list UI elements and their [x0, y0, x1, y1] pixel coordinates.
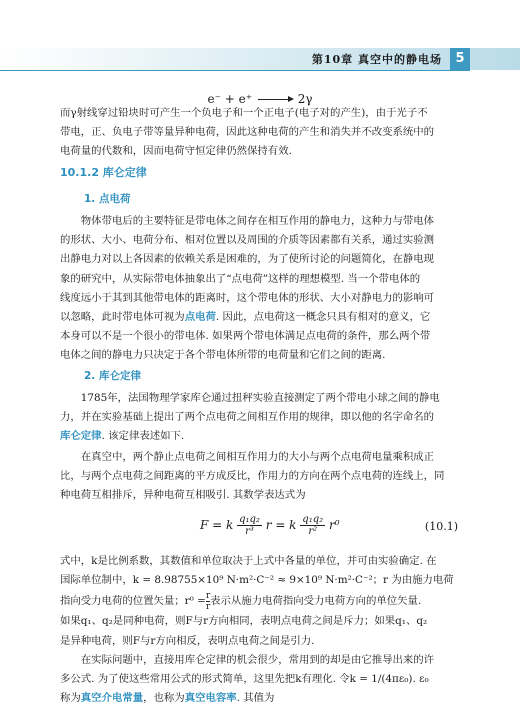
eq-fraction-2 — [300, 514, 325, 537]
text-line — [60, 427, 460, 446]
text-line: 比，与两个点电荷之间距离的平方成反比，作用力的方向在两个点电荷的连线上，同 — [60, 470, 445, 483]
text-line: 电体之间的静电力只决定于各个带电体所带的电荷量和它们之间的距离. — [60, 349, 386, 362]
reaction-right: 2γ — [297, 92, 313, 106]
text-line: 本身可以不是一个很小的带电体. 如果两个带电体满足点电荷的条件，那么两个带 — [60, 330, 431, 343]
paragraph-coulomb-history — [60, 389, 460, 447]
text-line: 是异种电荷，则F与r方向相反，表明点电荷之间是引力. — [60, 634, 315, 647]
chapter-title: 第10章 真空中的静电场 — [311, 53, 442, 66]
eq-tail: r⁰ — [328, 518, 340, 532]
text-line: 带电，正、负电子带等量异种电荷，因此这种电荷的产生和消失并不改变系统中的 — [60, 126, 435, 139]
eq-frac1-num: q₁q₂ — [239, 514, 260, 525]
text-run: 指向受力电荷的位置矢量；r⁰ = — [60, 595, 206, 608]
text-line: 出静电力对以上各因素的依赖关系是困难的，为了使所讨论的问题简化，在静电现 — [60, 253, 435, 266]
text-line: 象的研究中，从实际带电体抽象出了“点电荷”这样的理想模型. 当一个带电体的 — [60, 272, 421, 285]
paragraph-pair-annihilation — [60, 104, 460, 162]
text-line — [60, 590, 460, 612]
text-line: 如果q₁、q₂是同种电荷，则F与r方向相同，表明点电荷之间是斥力；如果q₁、q₂ — [60, 615, 428, 628]
text-run: . 该定律表述如下. — [101, 430, 185, 443]
paragraph-coulomb-constant — [60, 552, 460, 651]
text-line: 多公式. 为了使这些常用公式的形式简单，这里先把k有理化. 令k = 1/(4πε₀). ε₀ — [60, 673, 429, 686]
unit-vec-den: r — [205, 601, 211, 612]
text-line: 1785年，法国物理学家库仑通过扭秤实验直接测定了两个带电小球之间的静电 — [80, 392, 440, 404]
text-run: ，也称为 — [143, 692, 185, 705]
unit-vec-num: r — [205, 590, 211, 601]
text-run: 以忽略，此时带电体可视为 — [60, 311, 185, 324]
arrow-icon — [258, 99, 292, 100]
text-line: 线度远小于其到其他带电体的距离时，这个带电体的形状、大小对静电力的影响可 — [60, 291, 435, 304]
eq-frac2-den: r² — [308, 526, 318, 537]
text-line: 式中，k是比例系数，其数值和单位取决于上式中各量的单位，并可由实验确定. 在 — [60, 555, 437, 567]
text-run: 称为 — [60, 692, 81, 705]
eq-frac2-num: q₁q₂ — [302, 514, 324, 525]
page-header — [0, 48, 520, 70]
subsection-point-charge: 1. 点电荷 — [84, 193, 131, 205]
term-vacuum-capacitivity: 真空电容率 — [184, 692, 237, 705]
text-line: 力，并在实验基础上提出了两个点电荷之间相互作用的规律，即以他的名字命名的 — [60, 411, 435, 424]
eq-fraction-1 — [237, 514, 262, 537]
text-run: . 其值为 — [236, 692, 275, 705]
reaction-left: e⁻ + e⁺ — [207, 92, 253, 106]
page-number: 5 — [450, 48, 470, 70]
paragraph-coulomb-statement — [60, 448, 460, 506]
text-run: . 因此，点电荷这一概念只具有相对的意义，它 — [215, 311, 431, 324]
eq-mid: r = k — [265, 518, 297, 532]
section-heading: 10.1.2 库仑定律 — [60, 166, 147, 179]
text-line: 物体带电后的主要特征是带电体之间存在相互作用的静电力，这种力与带电体 — [80, 215, 435, 227]
term-point-charge: 点电荷 — [184, 311, 216, 324]
text-line: 在真空中，两个静止点电荷之间相互作用力的大小与两个点电荷电量乘积成正 — [80, 451, 435, 463]
text-line: 而γ射线穿过铅块时可产生一个负电子和一个正电子(电子对的产生)，由于光子不 — [60, 107, 428, 119]
header-rule — [0, 70, 470, 71]
subsection-coulomb-law: 2. 库仑定律 — [84, 370, 141, 382]
header-band — [0, 48, 520, 70]
text-line: 的形状、大小、电荷分布、相对位置以及周围的介质等因素都有关系，通过实验测 — [60, 234, 435, 247]
text-line — [60, 308, 460, 327]
text-line: 在实际问题中，直接用库仑定律的机会很少，常用到的却是由它推导出来的许 — [80, 654, 435, 666]
term-coulomb-law: 库仑定律 — [60, 430, 102, 443]
equation-body — [200, 514, 340, 537]
equation-10-1 — [60, 508, 460, 548]
text-line — [60, 689, 460, 708]
equation-number: (10.1) — [424, 520, 458, 533]
text-line: 国际单位制中，k = 8.98755×10⁹ N·m²·C⁻² ≈ 9×10⁹ N·m²·C⁻²；r 为由施力电荷 — [60, 574, 454, 587]
eq-lhs: F = k — [200, 518, 234, 532]
eq-frac1-den: r³ — [245, 526, 254, 537]
term-vacuum-permittivity: 真空介电常量 — [80, 692, 144, 705]
paragraph-point-charge — [60, 212, 460, 366]
text-line: 电荷量的代数和，因而电荷守恒定律仍然保持有效. — [60, 145, 292, 158]
text-run: 表示从施力电荷指向受力电荷方向的单位矢量. — [210, 595, 422, 608]
paragraph-permittivity — [60, 651, 460, 709]
text-line: 种电荷互相排斥，异种电荷互相吸引. 其数学表达式为 — [60, 489, 306, 502]
